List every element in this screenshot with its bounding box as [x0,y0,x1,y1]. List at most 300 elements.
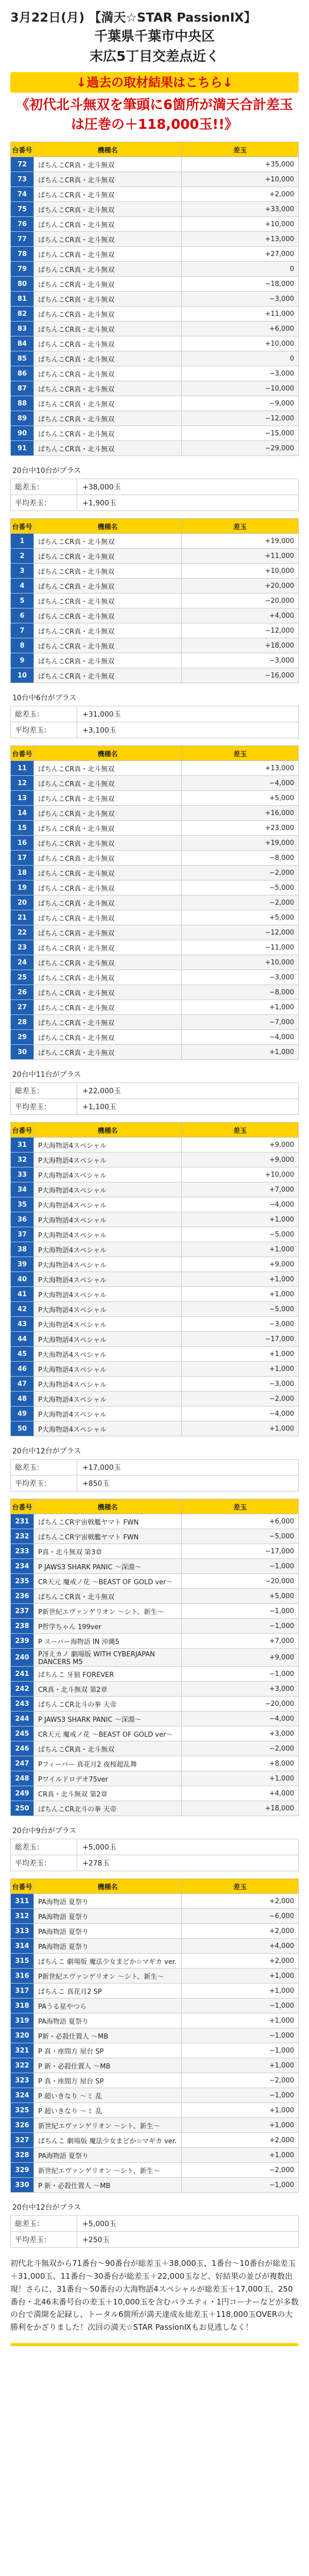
average-difference-label: 平均差玉： [11,1476,77,1491]
machine-name: P大海物語4スペシャル [34,1332,182,1347]
section-summary [10,462,299,511]
machine-name: ぱちんこCR真・北斗無双 [34,172,182,187]
machine-name: ぱちんこCR真・北斗無双 [34,366,182,381]
machine-name: P冴えカノ 劇場版 WITH CYBERJAPAN DANCERS M5 [34,1649,182,1667]
machine-name: P 新・必殺仕置人 〜MB [34,2178,182,2193]
column-header-machine: 機種名 [34,142,182,157]
machine-name: PA海物語 夏祭り [34,1894,182,1909]
machine-number: 328 [11,2148,34,2163]
machine-name: PA海物語 夏祭り [34,1924,182,1939]
machine-name: P新・必殺仕置人 〜MB [34,2028,182,2043]
ball-difference: +4,000 [182,1786,299,1801]
ball-difference: −4,000 [182,1030,299,1045]
ball-difference: +18,000 [182,638,299,653]
ball-difference: −1,000 [182,2088,299,2103]
ball-difference: −1,000 [182,1667,299,1682]
machine-number: 77 [11,232,34,247]
table-row [11,1377,299,1392]
machine-number: 80 [11,277,34,292]
ball-difference: +10,000 [182,172,299,187]
ball-difference: −2,000 [182,2073,299,2088]
machine-name: ぱちんこCR真・北斗無双 [34,836,182,851]
average-difference-value: +1,900玉 [82,499,116,508]
machine-number: 26 [11,985,34,1000]
machine-number: 33 [11,1167,34,1182]
table-row [11,1771,299,1786]
machine-number: 234 [11,1559,34,1574]
ball-difference: −3,000 [182,1377,299,1392]
average-difference-row [10,722,299,738]
average-difference-label: 平均差玉： [11,495,77,511]
machine-name: P大海物語4スペシャル [34,1242,182,1257]
table-row [11,366,299,381]
table-row [11,187,299,202]
average-difference-value: +1,100玉 [82,1103,116,1112]
machine-number: 330 [11,2178,34,2193]
machine-number: 7 [11,623,34,638]
ball-difference: +4,000 [182,608,299,623]
average-difference-value: +250玉 [82,2236,110,2245]
ball-difference: +2,000 [182,2133,299,2148]
table-row [11,1697,299,1711]
table-row [11,2118,299,2133]
ball-difference: −2,000 [182,1392,299,1406]
machine-number: 319 [11,2013,34,2028]
machine-name: ぱちんこCR真・北斗無双 [34,623,182,638]
table-row [11,623,299,638]
machine-name: ぱちんこCR真・北斗無双 [34,579,182,594]
machine-name: ぱちんこCR真・北斗無双 [34,217,182,232]
ball-difference: +10,000 [182,217,299,232]
column-header-diff: 差玉 [182,142,299,157]
machine-name: ぱちんこCR真・北斗無双 [34,262,182,277]
table-row [11,426,299,441]
machine-number: 10 [11,668,34,683]
table-row [11,638,299,653]
total-difference-row [10,1083,299,1099]
ball-difference: −10,000 [182,381,299,396]
table-row [11,172,299,187]
machine-number: 11 [11,761,34,776]
machine-number: 240 [11,1649,34,1667]
table-row [11,1939,299,1954]
machine-number: 21 [11,910,34,925]
machine-number: 323 [11,2073,34,2088]
table-row [11,1272,299,1287]
table-row [11,1242,299,1257]
table-row [11,1667,299,1682]
machine-number: 329 [11,2163,34,2178]
machine-number: 79 [11,262,34,277]
plus-count: 20台中11台がプラス [10,1066,299,1083]
table-row [11,1924,299,1939]
machine-name: P JAWS3 SHARK PANIC 〜深淵〜 [34,1559,182,1574]
table-row [11,1332,299,1347]
ball-difference: +3,000 [182,1726,299,1741]
table-row [11,1559,299,1574]
ball-difference: +33,000 [182,202,299,217]
past-results-link[interactable]: ↓過去の取材結果はこちら↓ [10,72,299,93]
machine-name: CR天元 魔戒ノ花 〜BEAST OF GOLD ver〜 [34,1574,182,1589]
average-difference-label: 平均差玉： [11,2232,77,2247]
ball-difference: −20,000 [182,1574,299,1589]
machine-number: 14 [11,806,34,821]
table-row [11,1604,299,1619]
machine-number: 248 [11,1771,34,1786]
table-row [11,351,299,366]
machine-name: P 超いきなり 〜ミ 乱 [34,2088,182,2103]
machine-name: ぱちんこCR北斗の拳 天帝 [34,1801,182,1816]
table-row [11,1030,299,1045]
table-row [11,1756,299,1771]
table-row [11,761,299,776]
machine-number: 9 [11,653,34,668]
table-row [11,217,299,232]
machine-number: 27 [11,1000,34,1015]
machine-number: 50 [11,1421,34,1436]
table-row [11,791,299,806]
machine-name: ぱちんこCR真・北斗無双 [34,549,182,564]
machine-name: ぱちんこCR真・北斗無双 [34,910,182,925]
table-row [11,396,299,411]
machine-number: 312 [11,1909,34,1924]
machine-name: P大海物語4スペシャル [34,1197,182,1212]
total-difference-row [10,2216,299,2232]
table-row [11,411,299,426]
results-table [10,1499,299,1816]
ball-difference: −29,000 [182,441,299,456]
table-row [11,653,299,668]
table-row [11,608,299,623]
machine-number: 44 [11,1332,34,1347]
ball-difference: +1,000 [182,2148,299,2163]
table-row [11,1317,299,1332]
machine-name: ぱちんこCR真・北斗無双 [34,564,182,579]
machine-name: ぱちんこCR真・北斗無双 [34,806,182,821]
table-row [11,1015,299,1030]
location-landmark: 末広5丁目交差点近く [89,49,220,64]
total-difference-row [10,1839,299,1855]
section-summary [10,1822,299,1871]
machine-name: ぱちんこCR真・北斗無双 [34,426,182,441]
table-row [11,925,299,940]
machine-name: Pフィーバー 真花月2 夜桜超乱舞 [34,1756,182,1771]
ball-difference: −2,000 [182,866,299,880]
machine-number: 241 [11,1667,34,1682]
machine-name: ぱちんこCR真・北斗無双 [34,851,182,866]
ball-difference: −9,000 [182,396,299,411]
machine-number: 250 [11,1801,34,1816]
average-difference-value: +850玉 [82,1480,110,1488]
table-row [11,534,299,549]
ball-difference: −1,000 [182,1998,299,2013]
table-row [11,2013,299,2028]
machine-number: 247 [11,1756,34,1771]
machine-number: 12 [11,776,34,791]
table-row [11,202,299,217]
machine-number: 245 [11,1726,34,1741]
ball-difference: −1,000 [182,1619,299,1634]
machine-name: ぱちんこCR真・北斗無双 [34,1030,182,1045]
machine-name: P大海物語4スペシャル [34,1272,182,1287]
machine-number: 76 [11,217,34,232]
machine-name: ぱちんこCR真・北斗無双 [34,821,182,836]
machine-name: P大海物語4スペシャル [34,1138,182,1153]
ball-difference: −17,000 [182,1544,299,1559]
ball-difference: −4,000 [182,1711,299,1726]
machine-name: P 真・座間方 屋台 SP [34,2073,182,2088]
machine-number: 18 [11,866,34,880]
table-row [11,277,299,292]
table-row [11,1909,299,1924]
machine-name: ぱちんこ 劇場版 魔法少女まどか☆マギカ ver. [34,2133,182,2148]
machine-name: PA海物語 夏祭り [34,1939,182,1954]
section-summary [10,1443,299,1492]
ball-difference: +8,000 [182,1756,299,1771]
machine-number: 313 [11,1924,34,1939]
ball-difference: +20,000 [182,579,299,594]
ball-difference: +2,000 [182,1924,299,1939]
machine-number: 20 [11,895,34,910]
ball-difference: −2,000 [182,1741,299,1756]
machine-number: 73 [11,172,34,187]
column-header-number: 台番号 [11,142,34,157]
average-difference-row [10,1099,299,1115]
machine-name: PA海物語 夏祭り [34,2148,182,2163]
table-row [11,985,299,1000]
machine-number: 8 [11,638,34,653]
machine-name: ぱちんこCR真・北斗無双 [34,1000,182,1015]
machine-name: ぱちんこCR真・北斗無双 [34,292,182,307]
results-table [10,518,299,683]
table-row [11,1529,299,1544]
ball-difference: +5,000 [182,1589,299,1604]
plus-count: 20台中10台がプラス [10,462,299,479]
average-difference-row [10,2232,299,2248]
machine-name: ぱちんこCR真・北斗無双 [34,985,182,1000]
machine-name: P大海物語4スペシャル [34,1182,182,1197]
ball-difference: −4,000 [182,1197,299,1212]
table-row [11,321,299,336]
ball-difference: −12,000 [182,623,299,638]
machine-number: 81 [11,292,34,307]
ball-difference: +7,000 [182,1634,299,1649]
machine-number: 85 [11,351,34,366]
table-row [11,1421,299,1436]
ball-difference: −1,000 [182,2178,299,2193]
machine-name: PA海物語 夏祭り [34,1909,182,1924]
machine-name: ぱちんこCR真・北斗無双 [34,396,182,411]
machine-number: 32 [11,1153,34,1167]
machine-number: 28 [11,1015,34,1030]
table-row [11,1000,299,1015]
table-row [11,1347,299,1362]
table-row [11,1954,299,1969]
ball-difference: +11,000 [182,307,299,321]
machine-number: 322 [11,2058,34,2073]
ball-difference: −1,000 [182,1559,299,1574]
column-header-machine: 機種名 [34,1879,182,1894]
machine-number: 231 [11,1514,34,1529]
machine-number: 41 [11,1287,34,1302]
table-row [11,336,299,351]
table-row [11,1801,299,1816]
machine-number: 237 [11,1604,34,1619]
table-row [11,1406,299,1421]
machine-name: ぱちんこ 牙狼 FOREVER [34,1667,182,1682]
machine-number: 1 [11,534,34,549]
plus-count: 20台中12台がプラス [10,2199,299,2216]
total-difference-label: 総差玉： [11,706,77,722]
machine-number: 238 [11,1619,34,1634]
table-row [11,2073,299,2088]
ball-difference: +2,000 [182,1954,299,1969]
ball-difference: −17,000 [182,1332,299,1347]
machine-name: Pワイルドロデオ75ver [34,1771,182,1786]
table-row [11,1138,299,1153]
ball-difference: +6,000 [182,321,299,336]
table-row [11,1227,299,1242]
ball-difference: −2,000 [182,895,299,910]
table-row [11,1197,299,1212]
machine-number: 316 [11,1969,34,1984]
machine-number: 34 [11,1182,34,1197]
machine-name: ぱちんこCR真・北斗無双 [34,776,182,791]
table-row [11,1212,299,1227]
ball-difference: −2,000 [182,2163,299,2178]
machine-name: ぱちんこCR真・北斗無双 [34,277,182,292]
machine-number: 6 [11,608,34,623]
machine-name: P大海物語4スペシャル [34,1392,182,1406]
machine-number: 37 [11,1227,34,1242]
ball-difference: −3,000 [182,653,299,668]
column-header-diff: 差玉 [182,746,299,761]
machine-name: P大海物語4スペシャル [34,1153,182,1167]
table-row [11,955,299,970]
machine-name: ぱちんこCR真・北斗無双 [34,381,182,396]
machine-number: 31 [11,1138,34,1153]
machine-name: P スーパー海物語 IN 沖縄5 [34,1634,182,1649]
table-row [11,2133,299,2148]
machine-number: 49 [11,1406,34,1421]
machine-number: 38 [11,1242,34,1257]
machine-number: 244 [11,1711,34,1726]
machine-number: 17 [11,851,34,866]
machine-name: ぱちんこCR真・北斗無双 [34,1589,182,1604]
machine-number: 25 [11,970,34,985]
machine-name: P大海物語4スペシャル [34,1421,182,1436]
ball-difference: +3,000 [182,1682,299,1697]
ball-difference: +1,000 [182,1347,299,1362]
ball-difference: +16,000 [182,806,299,821]
total-difference-row [10,479,299,495]
ball-difference: −16,000 [182,668,299,683]
ball-difference: −5,000 [182,880,299,895]
column-header-number: 台番号 [11,1879,34,1894]
table-row [11,441,299,456]
table-row [11,851,299,866]
ball-difference: +6,000 [182,1514,299,1529]
machine-name: CR真・北斗無双 第2章 [34,1682,182,1697]
ball-difference: +1,000 [182,1969,299,1984]
machine-name: ぱちんこCR真・北斗無双 [34,157,182,172]
table-row [11,262,299,277]
table-row [11,594,299,608]
machine-name: ぱちんこCR真・北斗無双 [34,608,182,623]
table-row [11,1969,299,1984]
table-row [11,940,299,955]
table-row [11,1741,299,1756]
machine-number: 324 [11,2088,34,2103]
ball-difference: −4,000 [182,1406,299,1421]
table-row [11,836,299,851]
machine-number: 48 [11,1392,34,1406]
machine-name: P大海物語4スペシャル [34,1167,182,1182]
total-difference-value: +38,000玉 [82,483,121,492]
total-difference-value: +17,000玉 [82,1464,121,1472]
ball-difference: +1,000 [182,2103,299,2118]
machine-name: P 新・必殺仕置人 〜MB [34,2058,182,2073]
total-difference-label: 総差玉： [11,1839,77,1855]
ball-difference: −3,000 [182,292,299,307]
table-row [11,1257,299,1272]
machine-number: 233 [11,1544,34,1559]
machine-number: 246 [11,1741,34,1756]
machine-number: 88 [11,396,34,411]
machine-name: ぱちんこCR真・北斗無双 [34,411,182,426]
machine-number: 40 [11,1272,34,1287]
average-difference-value: +3,100玉 [82,726,116,735]
table-row [11,821,299,836]
machine-number: 23 [11,940,34,955]
machine-name: P真・北斗無双 第3章 [34,1544,182,1559]
ball-difference: +1,000 [182,2058,299,2073]
ball-difference: −20,000 [182,594,299,608]
machine-name: P大海物語4スペシャル [34,1406,182,1421]
table-row [11,247,299,262]
machine-name: ぱちんこCR真・北斗無双 [34,247,182,262]
table-row [11,232,299,247]
table-row [11,895,299,910]
ball-difference: −20,000 [182,1697,299,1711]
machine-number: 29 [11,1030,34,1045]
table-row [11,1045,299,1060]
machine-name: CR天元 魔戒ノ花 〜BEAST OF GOLD ver〜 [34,1726,182,1741]
machine-number: 317 [11,1984,34,1998]
machine-name: ぱちんこCR真・北斗無双 [34,1045,182,1060]
machine-number: 47 [11,1377,34,1392]
table-row [11,1589,299,1604]
ball-difference: +1,000 [182,1984,299,1998]
ball-difference: −11,000 [182,940,299,955]
table-row [11,579,299,594]
machine-name: ぱちんこCR真・北斗無双 [34,441,182,456]
column-header-number: 台番号 [11,1123,34,1138]
ball-difference: +1,000 [182,1272,299,1287]
results-table [10,1878,299,2193]
table-row [11,1167,299,1182]
total-difference-label: 総差玉： [11,479,77,495]
ball-difference: +4,000 [182,1939,299,1954]
ball-difference: −3,000 [182,970,299,985]
machine-number: 35 [11,1197,34,1212]
machine-name: P JAWS3 SHARK PANIC 〜深淵〜 [34,1711,182,1726]
machine-name: ぱちんこ 真花月2 SP [34,1984,182,1998]
machine-name: P大海物語4スペシャル [34,1227,182,1242]
machine-number: 232 [11,1529,34,1544]
machine-number: 16 [11,836,34,851]
machine-name: ぱちんこCR真・北斗無双 [34,321,182,336]
